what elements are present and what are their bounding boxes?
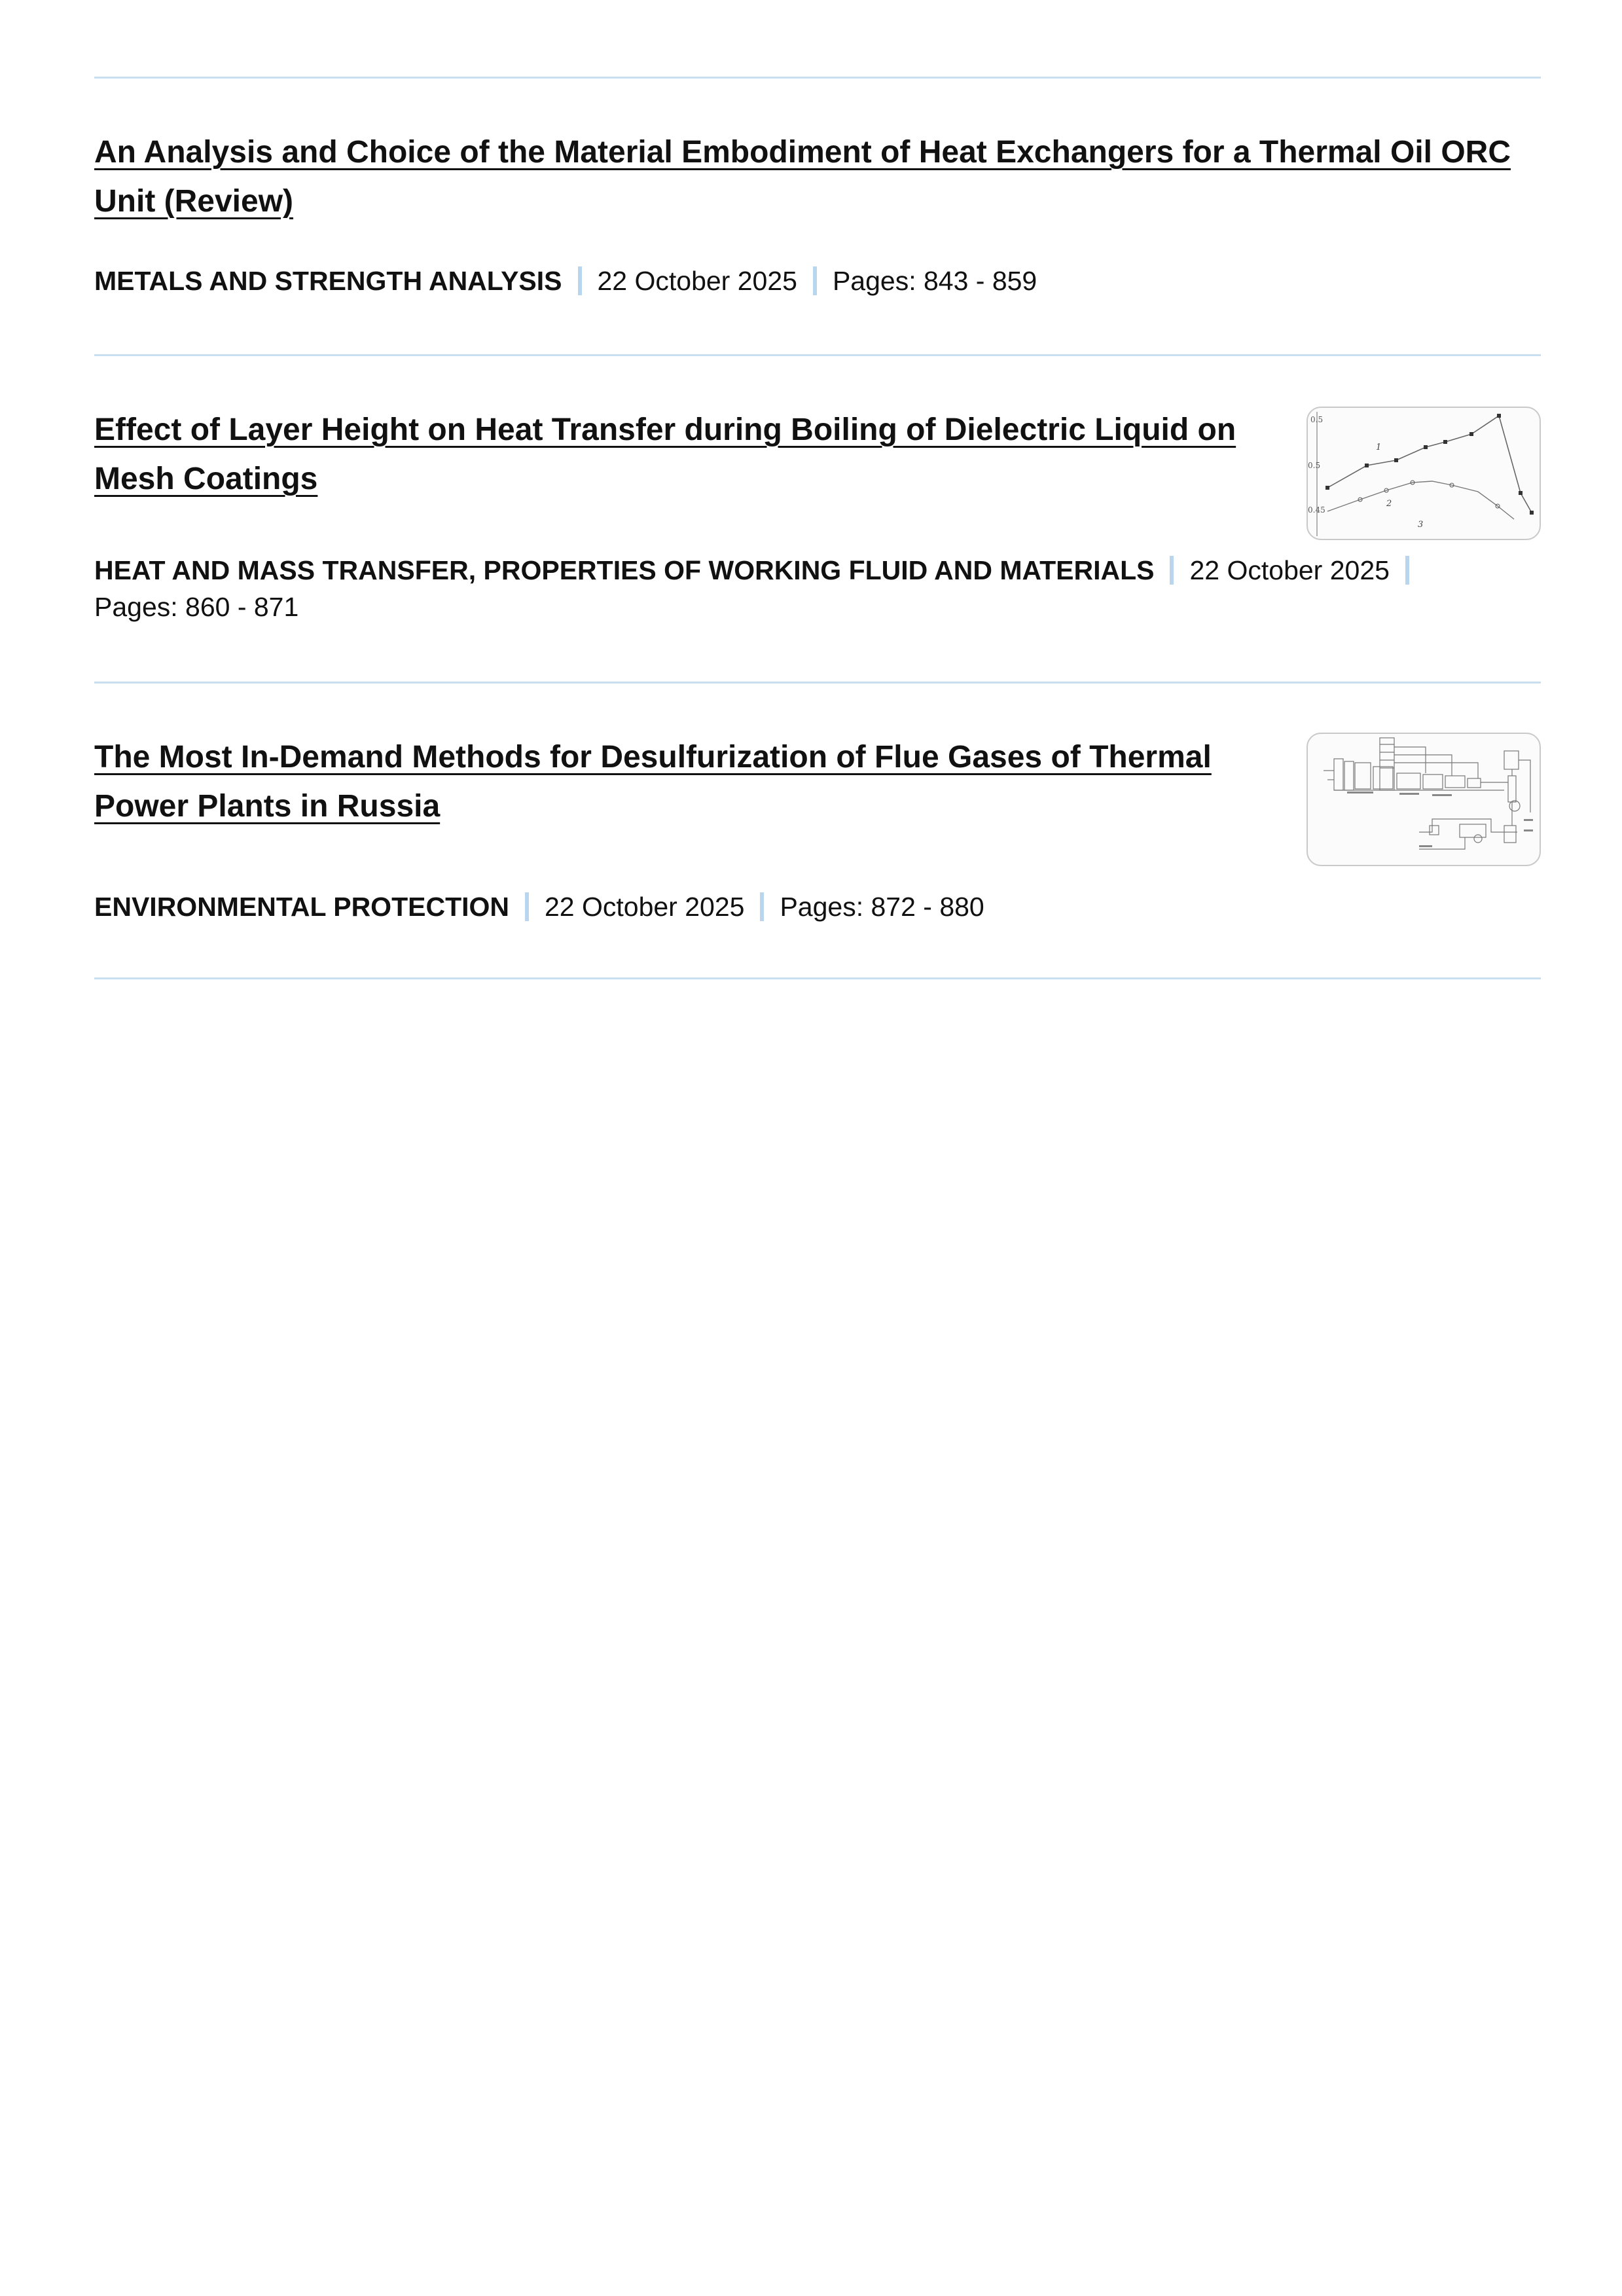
meta-separator (760, 892, 764, 921)
article-pages: Pages: 860 - 871 (94, 592, 299, 622)
graph-thumbnail-icon (1308, 408, 1540, 539)
schematic-diagram-icon (1308, 734, 1540, 865)
meta-separator (1170, 556, 1174, 585)
svg-text:0.45: 0.45 (1308, 505, 1325, 515)
article-date: 22 October 2025 (1189, 555, 1390, 585)
svg-text:0.5: 0.5 (1308, 461, 1321, 470)
article-section[interactable]: METALS AND STRENGTH ANALYSIS (94, 266, 562, 296)
article-date: 22 October 2025 (545, 892, 745, 922)
meta-separator (578, 266, 582, 295)
divider-2 (94, 682, 1541, 683)
article-pages: Pages: 872 - 880 (780, 892, 984, 922)
article-item (94, 733, 1541, 949)
svg-text:3: 3 (1418, 520, 1424, 530)
article-section[interactable]: HEAT AND MASS TRANSFER, PROPERTIES OF WORKING FLUID AND MATERIALS (94, 555, 1155, 585)
article-title (94, 733, 1246, 831)
svg-text:2: 2 (1386, 499, 1392, 509)
article-section[interactable]: ENVIRONMENTAL PROTECTION (94, 892, 509, 922)
article-pages: Pages: 843 - 859 (832, 266, 1037, 296)
article-date: 22 October 2025 (597, 266, 797, 296)
article-meta (94, 888, 984, 925)
divider-1 (94, 354, 1541, 356)
divider-top (94, 77, 1541, 79)
meta-separator (813, 266, 817, 295)
article-title (94, 405, 1246, 503)
svg-text:0.5: 0.5 (1310, 415, 1324, 424)
article-meta (94, 552, 1541, 625)
article-item (94, 128, 1541, 324)
meta-separator (1405, 556, 1409, 585)
article-title (94, 128, 1541, 226)
svg-text:1: 1 (1376, 443, 1382, 452)
article-title-link[interactable]: The Most In-Demand Methods for Desulfurization of Flue Gases of Thermal Power Plants in Russia (94, 740, 1212, 824)
article-meta (94, 263, 1037, 299)
article-item (94, 405, 1541, 654)
graph-thumbnail[interactable] (1307, 407, 1541, 540)
meta-separator (525, 892, 529, 921)
schematic-diagram-thumbnail[interactable] (1307, 733, 1541, 866)
divider-bottom (94, 977, 1541, 979)
article-title-link[interactable]: Effect of Layer Height on Heat Transfer during Boiling of Dielectric Liquid on Mesh Coatings (94, 412, 1236, 496)
article-title-link[interactable]: An Analysis and Choice of the Material Embodiment of Heat Exchangers for a Thermal Oil ORC Unit (Review) (94, 135, 1511, 219)
